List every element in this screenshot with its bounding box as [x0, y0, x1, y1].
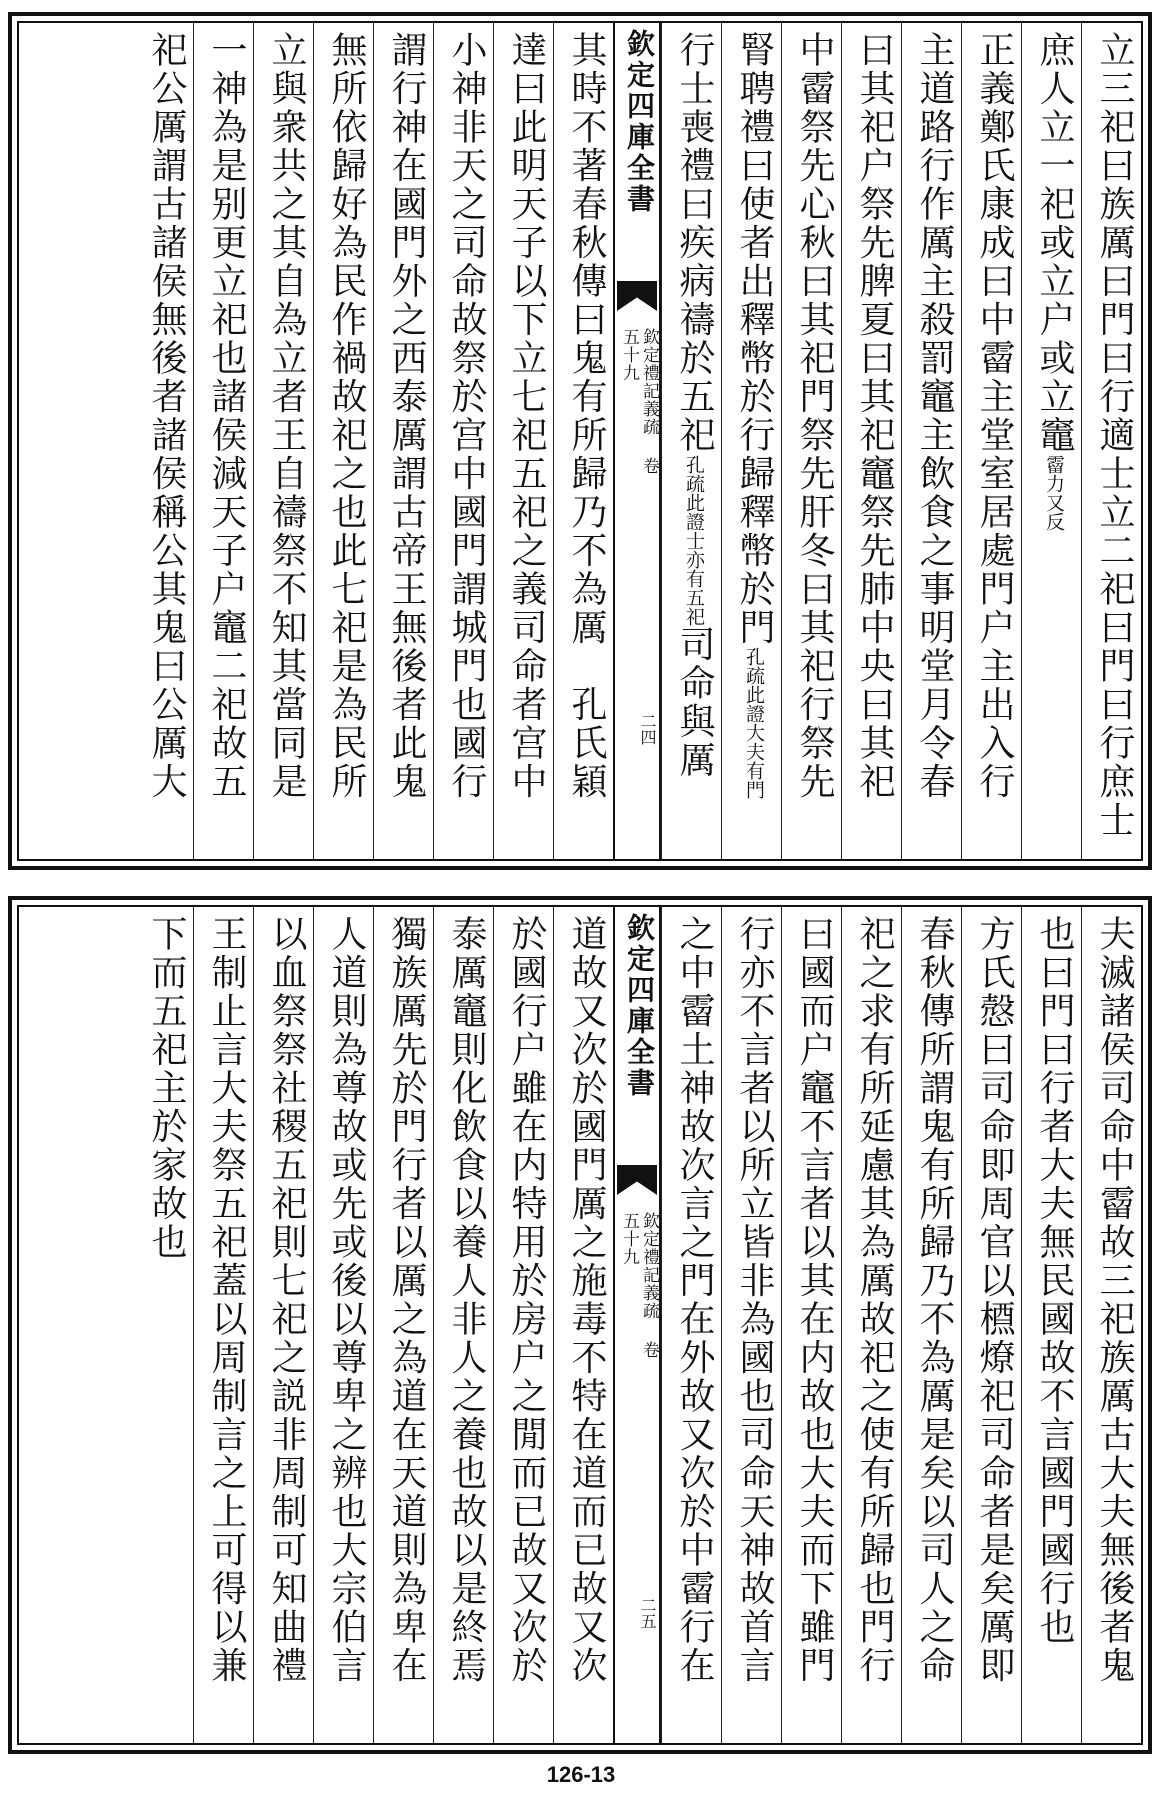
book-title: 欽定四庫全書: [623, 913, 656, 1099]
text-column: 無所依歸好為民作禍故祀之也此七祀是為民所: [313, 23, 373, 859]
text-column: 於國行户雖在内特用於房户之閒而已故又次於: [493, 907, 553, 1743]
text-column: 以血祭祭社稷五祀則七祀之説非周制可知曲禮: [253, 907, 313, 1743]
text-column: 泰厲竈則化飲食以養人非人之養也故以是終焉: [433, 907, 493, 1743]
text-column: 謂行神在國門外之西泰厲謂古帝王無後者此鬼: [373, 23, 433, 859]
book-title: 欽定四庫全書: [623, 29, 656, 215]
text-column: 中霤祭先心秋曰其祀門祭先肝冬曰其祀行祭先: [781, 23, 841, 859]
text-column: 庶人立一祀或立户或立竈霤力又反: [1021, 23, 1081, 859]
text-column: 道故又次於國門厲之施毒不特在道而已故又次: [553, 907, 613, 1743]
volume-label: 欽定禮記義疏 卷五十九: [619, 1212, 659, 1359]
text-column: 之中霤土神故次言之門在外故又次於中霤行在: [661, 907, 721, 1743]
text-column: 行士喪禮曰疾病禱於五祀孔疏此證士亦有五祀司命與厲: [661, 23, 721, 859]
text-columns: [19, 23, 1141, 859]
annotation: 孔疏此證士亦有五祀: [683, 454, 705, 626]
text-column: 腎聘禮曰使者出釋幣於行歸釋幣於門孔疏此證大夫有門: [721, 23, 781, 859]
text-column: 曰國而户竈不言者以其在内故也大夫而下雖門: [781, 907, 841, 1743]
text-column: 小神非天之司命故祭於宫中國門謂城門也國行: [433, 23, 493, 859]
text-column: 春秋傳所謂鬼有所歸乃不為厲是矣以司人之命: [901, 907, 961, 1743]
text-column: 其時不著春秋傳曰鬼有所歸乃不為厲 孔氏穎: [553, 23, 613, 859]
text-column: 祀公厲謂古諸侯無後者諸侯稱公其鬼曰公厲大: [146, 31, 187, 801]
center-margin: [613, 23, 661, 859]
text-column: 王制止言大夫祭五祀蓋以周制言之上可得以兼: [193, 907, 253, 1743]
text-column: 立與衆共之其自為立者王自禱祭不知其當同是: [253, 23, 313, 859]
text-column: 下而五祀主於家故也: [146, 915, 187, 1262]
text-column: 行亦不言者以所立皆非為國也司命天神故首言: [721, 907, 781, 1743]
text-column: 主道路行作厲主殺罰竈主飲食之事明堂月令春: [901, 23, 961, 859]
page-top: [8, 12, 1152, 870]
text-columns: [19, 907, 1141, 1743]
text-column: 人道則為尊故或先或後以尊卑之辨也大宗伯言: [313, 907, 373, 1743]
text-column: 夫滅諸侯司命中霤故三祀族厲古大夫無後者鬼: [1081, 907, 1141, 1743]
fishtail-mark: [617, 281, 657, 311]
fishtail-mark: [617, 1165, 657, 1195]
page-number: 二四: [638, 713, 657, 745]
page-bottom-frame: [17, 905, 1143, 1745]
text-column: 獨族厲先於門行者以厲之為道在天道則為卑在: [373, 907, 433, 1743]
text-column: 一神為是别更立祀也諸侯減天子户竈二祀故五: [193, 23, 253, 859]
page-bottom: [8, 896, 1152, 1754]
annotation: 霤力又反: [1043, 454, 1065, 531]
text-column: 達曰此明天子以下立七祀五祀之義司命者宫中: [493, 23, 553, 859]
text-column: 也曰門曰行者大夫無民國故不言國門國行也: [1021, 907, 1081, 1743]
center-margin: [613, 907, 661, 1743]
text-column: 祀之求有所延慮其為厲故祀之使有所歸也門行: [841, 907, 901, 1743]
page-footer-number: 126-13: [546, 1762, 616, 1787]
annotation: 孔疏此證大夫有門: [743, 647, 765, 799]
text-column: 方氏慤曰司命即周官以槱燎祀司命者是矣厲即: [961, 907, 1021, 1743]
volume-label: 欽定禮記義疏 卷五十九: [619, 328, 659, 475]
page-number: 二五: [638, 1597, 657, 1629]
text-column: 立三祀曰族厲曰門曰行適士立二祀曰門曰行庶士: [1081, 23, 1141, 859]
text-column: 正義鄭氏康成曰中霤主堂室居處門户主出入行: [961, 23, 1021, 859]
text-column: 曰其祀户祭先脾夏曰其祀竈祭先肺中央曰其祀: [841, 23, 901, 859]
page-top-frame: [17, 21, 1143, 861]
